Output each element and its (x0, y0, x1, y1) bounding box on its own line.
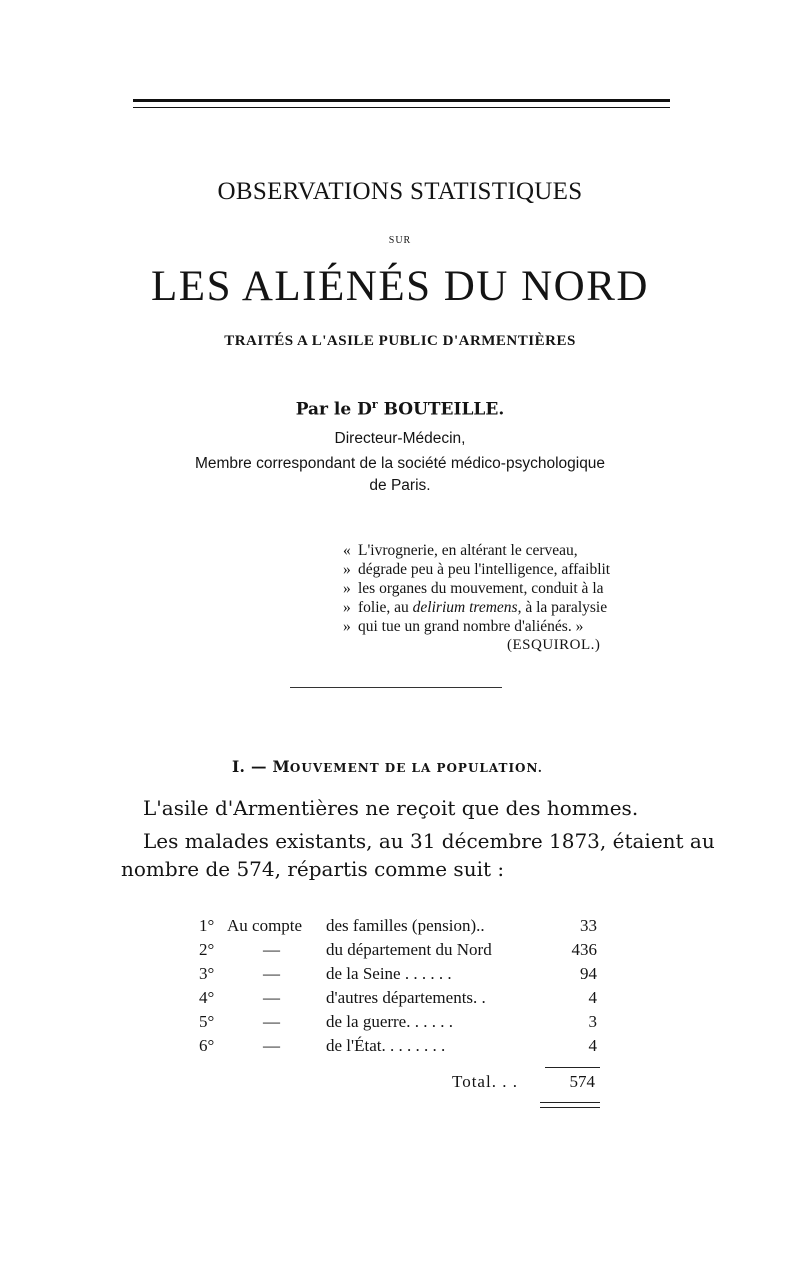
table-row: 4° — d'autres départements. . 4 (199, 988, 597, 1007)
paragraph-line: L'asile d'Armentières ne reçoit que des hommes. (143, 796, 639, 820)
main-title: LES ALIÉNÉS DU NORD (151, 263, 649, 310)
subtitle: TRAITÉS A L'ASILE PUBLIC D'ARMENTIÈRES (224, 333, 576, 349)
paragraph-line: Les malades existants, au 31 décembre 1873, étaient au (143, 829, 715, 853)
author-affiliation: Membre correspondant de la société médico-psychologique (194, 455, 606, 472)
section-number: I. — (232, 757, 267, 776)
author-line (0, 398, 800, 420)
epigraph-line: » les organes du mouvement, conduit à la (343, 580, 604, 597)
total-value: 574 (569, 1072, 595, 1091)
paragraph-line: nombre de 574, répartis comme suit : (121, 857, 505, 881)
section-first-letter: M (272, 757, 290, 776)
epigraph-line: » folie, au delirium tremens, à la paralysie (343, 599, 608, 616)
total-label: Total. . . (452, 1072, 518, 1091)
sum-rule (545, 1067, 600, 1068)
table-row: 6° — de l'État. . . . . . . . 4 (199, 1036, 597, 1055)
top-double-rule (133, 99, 670, 108)
author-city: de Paris. (369, 477, 431, 494)
title-connector: SUR (388, 235, 412, 246)
title-line1: OBSERVATIONS STATISTIQUES (217, 178, 583, 205)
section-heading (232, 757, 543, 776)
epigraph-text: folie, au delirium tremens, à la paralysie (358, 599, 608, 616)
epigraph-line: « L'ivrognerie, en altérant le cerveau, (343, 542, 578, 559)
total-double-rule (540, 1102, 600, 1108)
epigraph-line: » qui tue un grand nombre d'aliénés. » (343, 618, 584, 635)
table-row: 1° Au compte des familles (pension).. 33 (199, 916, 597, 935)
epigraph-line: » dégrade peu à peu l'intelligence, affaiblit (343, 561, 611, 578)
table-row: 2° — du département du Nord 436 (199, 940, 597, 959)
section-divider (290, 687, 502, 688)
author-prefix: Par le D (295, 399, 372, 420)
table-row: 3° — de la Seine . . . . . . 94 (199, 964, 597, 983)
table-row: 5° — de la guerre. . . . . . 3 (199, 1012, 597, 1031)
author-name: BOUTEILLE. (383, 399, 505, 420)
epigraph-source: (ESQUIROL.) (507, 637, 601, 653)
author-role: Directeur-Médecin, (334, 430, 466, 447)
author-sup: r (371, 398, 378, 411)
section-title: OUVEMENT DE LA POPULATION. (289, 761, 543, 775)
